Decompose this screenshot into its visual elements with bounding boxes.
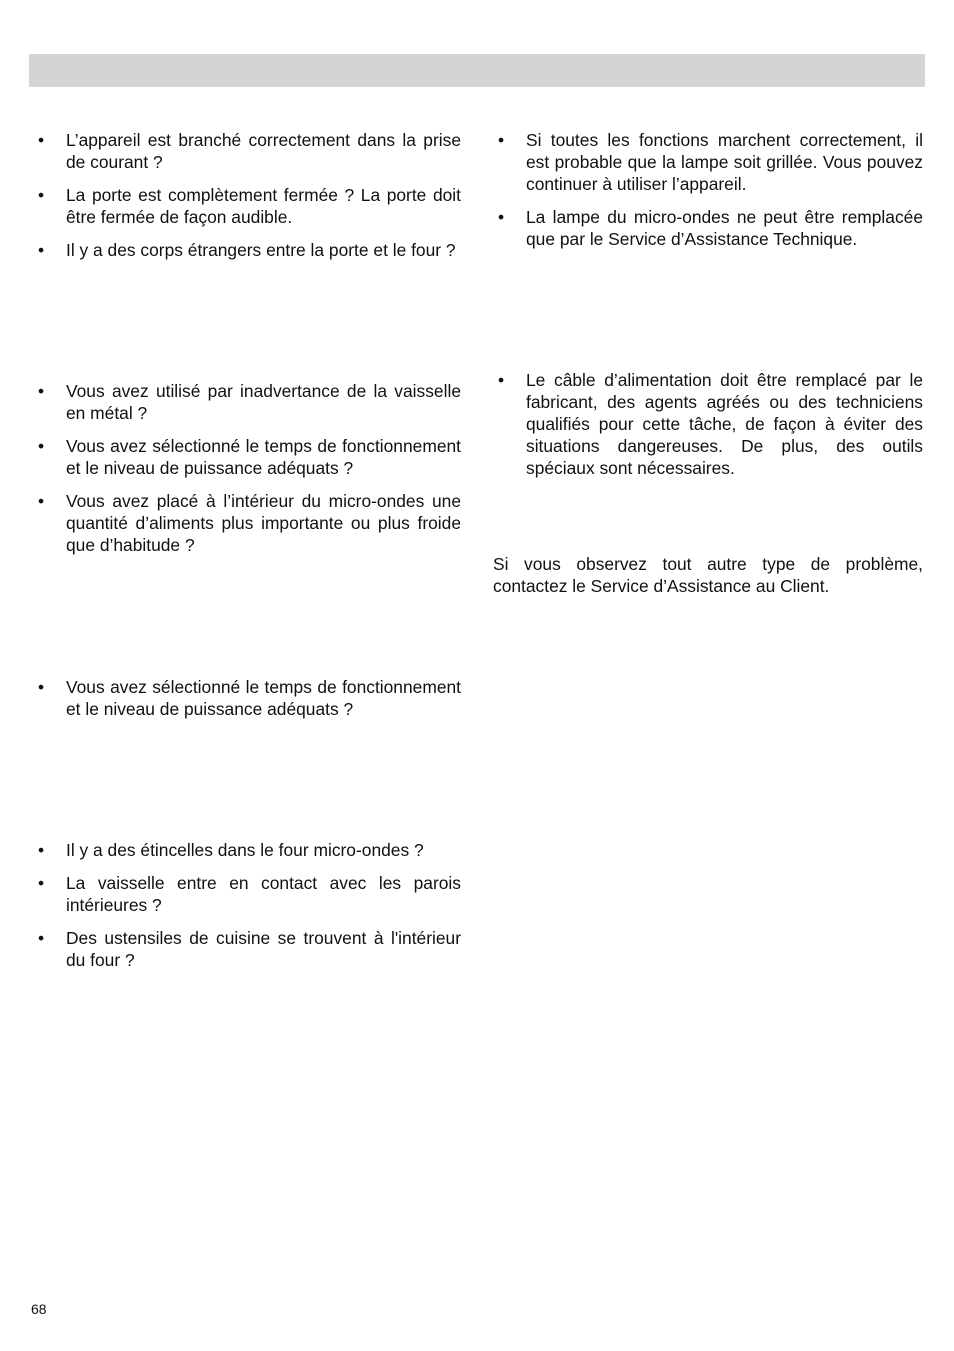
checklist-2 — [33, 380, 461, 567]
list-item: • Vous avez utilisé par inadvertance de la vaisselle en métal ? — [33, 380, 461, 424]
bullet-icon: • — [37, 677, 45, 697]
bullet-icon: • — [497, 370, 505, 390]
checklist-1 — [33, 129, 461, 272]
list-item: • La porte est complètement fermée ? La porte doit être fermée de façon audible. — [33, 184, 461, 228]
bullet-icon: • — [497, 207, 505, 227]
checklist-6 — [493, 369, 923, 490]
list-item: • Vous avez sélectionné le temps de fonctionnement et le niveau de puissance adéquats ? — [33, 676, 461, 720]
bullet-icon: • — [37, 240, 45, 260]
list-item: • L’appareil est branché correctement dans la prise de courant ? — [33, 129, 461, 173]
bullet-icon: • — [37, 491, 45, 511]
list-item: • Vous avez placé à l’intérieur du micro-ondes une quantité d’aliments plus importante ou plus froide que d’habitude ? — [33, 490, 461, 556]
bullet-icon: • — [37, 185, 45, 205]
bullet-icon: • — [37, 873, 45, 893]
bullet-icon: • — [37, 381, 45, 401]
list-item: • Il y a des corps étrangers entre la porte et le four ? — [33, 239, 461, 261]
checklist-4 — [33, 839, 461, 982]
bullet-icon: • — [497, 130, 505, 150]
checklist-3 — [33, 676, 461, 731]
bullet-icon: • — [37, 928, 45, 948]
list-item: • Il y a des étincelles dans le four micro-ondes ? — [33, 839, 461, 861]
closing-paragraph: Si vous observez tout autre type de problème, contactez le Service d’Assistance au Client. — [493, 554, 923, 596]
list-item: • Si toutes les fonctions marchent correctement, il est probable que la lampe soit grillée. Vous pouvez continuer à utiliser l’appareil. — [493, 129, 923, 195]
list-item: • La lampe du micro-ondes ne peut être remplacée que par le Service d’Assistance Technique. — [493, 206, 923, 250]
list-item: • Vous avez sélectionné le temps de fonctionnement et le niveau de puissance adéquats ? — [33, 435, 461, 479]
bullet-icon: • — [37, 840, 45, 860]
checklist-5 — [493, 129, 923, 261]
bullet-icon: • — [37, 436, 45, 456]
list-item: • La vaisselle entre en contact avec les parois intérieures ? — [33, 872, 461, 916]
list-item: • Des ustensiles de cuisine se trouvent à l'intérieur du four ? — [33, 927, 461, 971]
page-number: 68 — [31, 1301, 47, 1317]
list-item: • Le câble d’alimentation doit être remplacé par le fabricant, des agents agréés ou des techniciens qualifiés pour cette tâche, de façon à éviter des situations dangereuses. De plus, des outils spéciaux sont nécessaires. — [493, 369, 923, 479]
section-header-bar — [29, 54, 925, 87]
bullet-icon: • — [37, 130, 45, 150]
